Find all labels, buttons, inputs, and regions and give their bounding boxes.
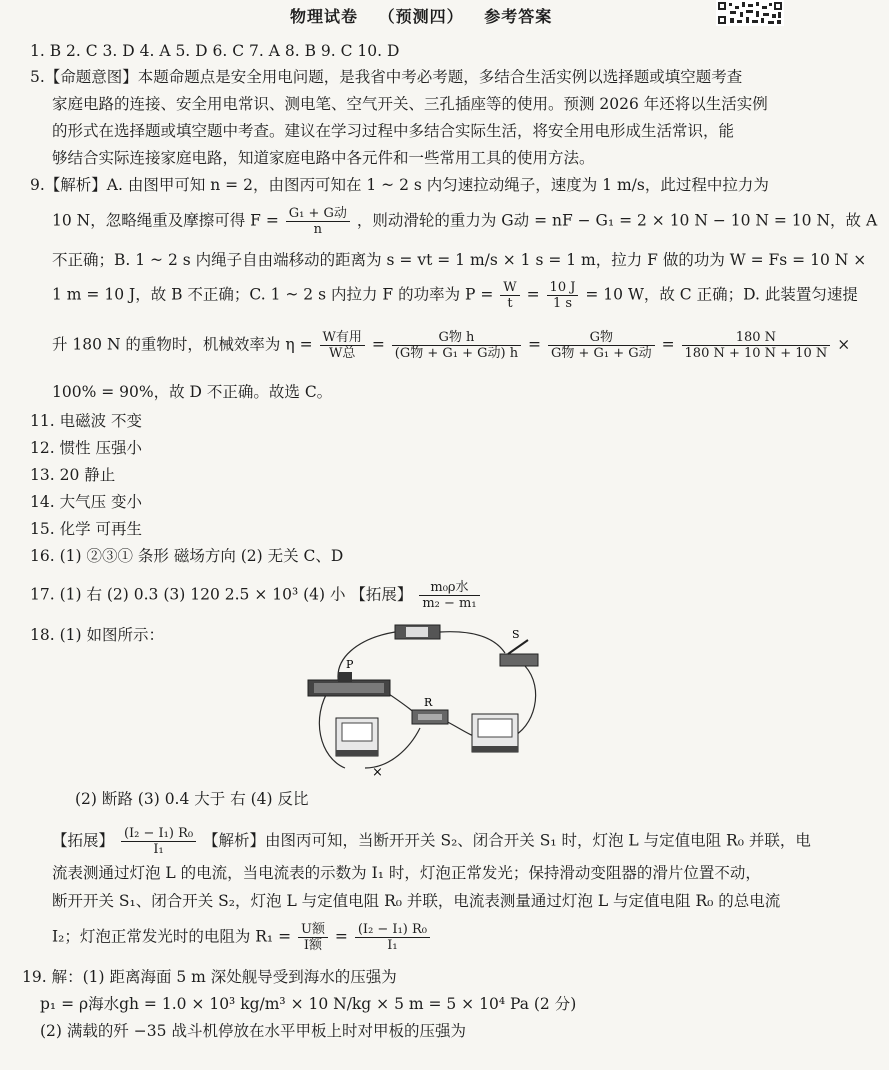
fraction-power-1-num: W [500,280,519,296]
answer-11: 11. 电磁波 不变 [30,412,143,430]
fraction-resistance-2-num: (I₂ − I₁) R₀ [355,922,430,938]
fraction-resistance-1-den: I额 [303,938,323,953]
answer-14: 14. 大气压 变小 [30,493,143,511]
q9-line-4-eq: = [526,285,540,304]
q18-line-3-b: 【解析】由图丙可知，当断开开关 S₂、闭合开关 S₁ 时，灯泡 L 与定值电阻 R₀ 并联，电 [203,831,811,850]
q9-line-5-eq-1: = [371,335,385,354]
switch-icon [500,640,538,666]
fraction-extension-num: (I₂ − I₁) R₀ [121,826,196,842]
fraction-density-num: m₀ρ水 [419,580,479,596]
q19-line-2: p₁ = ρ海水gh = 1.0 × 10³ kg/m³ × 10 N/kg × 5 m = 5 × 10⁴ Pa (2 分) [40,995,577,1013]
fraction-resistance-1-num: U额 [298,922,328,938]
label-p: P [346,658,354,671]
label-r: R [424,696,433,709]
q19-line-3: (2) 满载的歼 −35 战斗机停放在水平甲板上时对甲板的压强为 [40,1022,466,1040]
q18-line-1: 18. (1) 如图所示： [30,626,164,644]
battery-icon [395,625,440,639]
q18-line-3 [52,826,811,857]
answer-16: 16. (1) ②③① 条形 磁场方向 (2) 无关 C、D [30,547,344,565]
q18-line-2: (2) 断路 (3) 0.4 大于 右 (4) 反比 [75,790,309,808]
fraction-density-den: m₂ − m₁ [422,596,477,611]
fraction-eff-1-den: W总 [329,346,356,361]
answer-17 [30,580,482,611]
q9-line-4 [52,280,858,311]
fraction-eff-3-num: G物 [548,330,655,346]
title-kind: 参考答案 [484,7,553,26]
q9-line-1: 9.【解析】A. 由图甲可知 n = 2，由图丙可知在 1 ~ 2 s 内匀速拉动绳子，速度为 1 m/s，此过程中拉力为 [30,176,769,194]
q9-line-4-b: = 10 W，故 C 正确；D. 此装置匀速提 [585,285,858,304]
q9-line-5-eq-2: = [528,335,542,354]
answer-17-text: 17. (1) 右 (2) 0.3 (3) 120 2.5 × 10³ (4) 小 【拓展】 [30,585,413,604]
title-subject: 物理试卷 [290,7,359,26]
fraction-power-2 [547,280,579,311]
q19-line-1: 19. 解：(1) 距离海面 5 m 深处舰导受到海水的压强为 [22,968,397,986]
fraction-extension-den: I₁ [153,842,164,857]
fraction-extension [121,826,196,857]
fraction-density [419,580,479,611]
q5-line-1: 5.【命题意图】本题命题点是安全用电问题，是我省中考必考题，多结合生活实例以选择题或填空题考查 [30,68,743,86]
q5-line-2: 家庭电路的连接、安全用电常识、测电笔、空气开关、三孔插座等的使用。预测 2026 年还将以生活实例 [52,95,768,113]
answer-12: 12. 惯性 压强小 [30,439,143,457]
fraction-eff-3 [548,330,655,361]
fraction-eff-2 [392,330,521,361]
circuit-diagram [300,618,550,780]
q9-line-2 [52,206,877,237]
fraction-eff-2-num: G物 h [392,330,521,346]
q18-line-3-a: 【拓展】 [52,831,115,850]
q9-line-6: 100% = 90%，故 D 不正确。故选 C。 [52,383,333,401]
q9-line-5-a: 升 180 N 的重物时，机械效率为 η = [52,335,313,354]
rheostat-icon [308,672,390,696]
fraction-power-1 [500,280,519,311]
q9-line-2-b: ，则动滑轮的重力为 G动 = nF − G₁ = 2 × 10 N − 10 N = 10 N，故 A [356,211,878,230]
q9-line-4-a: 1 m = 10 J，故 B 不正确；C. 1 ~ 2 s 内拉力 F 的功率为 P = [52,285,494,304]
fraction-power-2-den: 1 s [552,296,573,311]
resistor-icon [412,710,448,724]
q18-line-6-a: I₂；灯泡正常发光时的电阻为 R₁ = [52,927,292,946]
q18-line-6-eq: = [334,927,348,946]
answer-13: 13. 20 静止 [30,466,116,484]
meter-right-icon [472,714,518,752]
fraction-eff-1-num: W有用 [320,330,365,346]
q9-line-2-a: 10 N，忽略绳重及摩擦可得 F = [52,211,279,230]
q9-line-5 [52,330,850,361]
fraction-resistance-2 [355,922,430,953]
q9-line-5-eq-3: = [661,335,675,354]
fraction-f-den: n [313,222,322,237]
fraction-f [286,206,350,237]
fraction-power-1-den: t [507,296,513,311]
fraction-power-2-num: 10 J [547,280,579,296]
title-edition: （预测四） [378,7,464,26]
fraction-f-num: G₁ + G动 [286,206,350,222]
label-cross: × [372,765,383,780]
fraction-eff-4-num: 180 N [682,330,831,346]
q18-line-4: 流表测通过灯泡 L 的电流，当电流表的示数为 I₁ 时，灯泡正常发光；保持滑动变阻器的滑片位置不动， [52,864,761,882]
fraction-resistance-1 [298,922,328,953]
fraction-eff-3-den: G物 + G₁ + G动 [550,346,652,361]
q18-line-5: 断开开关 S₁、闭合开关 S₂，灯泡 L 与定值电阻 R₀ 并联，电流表测量通过灯泡 L 与定值电阻 R₀ 的总电流 [52,892,781,910]
label-s: S [512,628,520,641]
fraction-eff-2-den: (G物 + G₁ + G动) h [394,346,519,361]
q5-line-4: 够结合实际连接家庭电路，知道家庭电路中各元件和一些常用工具的使用方法。 [52,149,595,167]
fraction-eff-4-den: 180 N + 10 N + 10 N [684,346,828,361]
q18-line-6 [52,922,432,953]
meter-left-icon [336,718,378,756]
answer-15: 15. 化学 可再生 [30,520,143,538]
page-title [290,4,566,27]
q5-line-3: 的形式在选择题或填空题中考查。建议在学习过程中多结合实际生活，将安全用电形成生活常识，能 [52,122,735,140]
fraction-eff-1 [320,330,365,361]
fraction-resistance-2-den: I₁ [387,938,398,953]
answers-1-10: 1. B 2. C 3. D 4. A 5. D 6. C 7. A 8. B 9. C 10. D [30,42,400,60]
qr-code-icon [716,0,784,26]
q9-line-5-times: × [837,335,851,354]
fraction-eff-4 [682,330,831,361]
q9-line-3: 不正确；B. 1 ~ 2 s 内绳子自由端移动的距离为 s = vt = 1 m/s × 1 s = 1 m，拉力 F 做的功为 W = Fs = 10 N × [52,251,867,269]
